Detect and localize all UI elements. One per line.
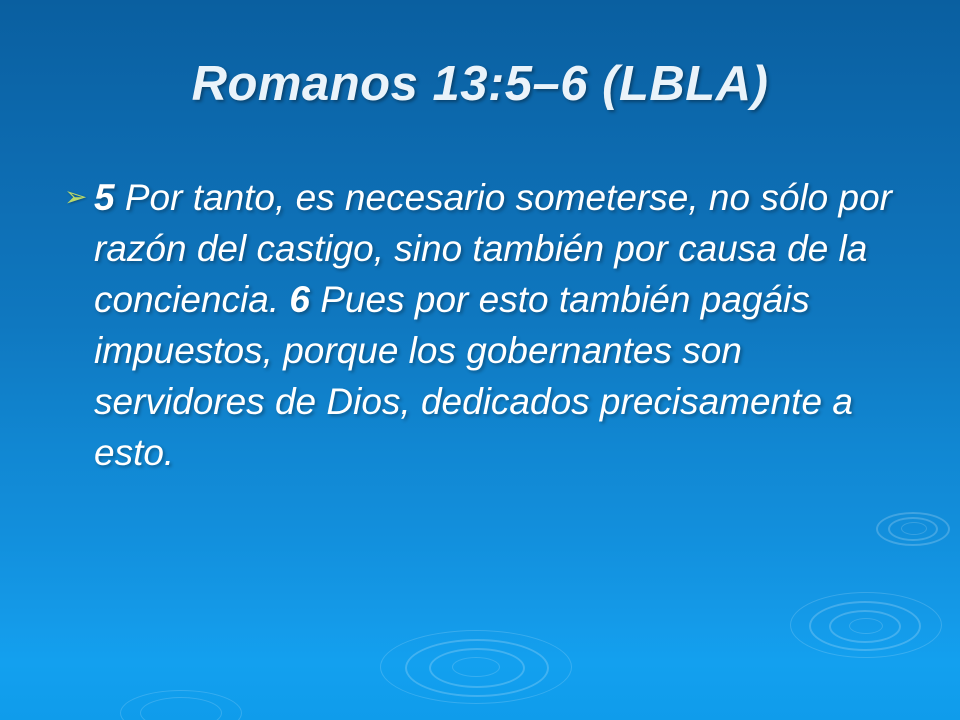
verse-text-6: Pues por esto también pagáis impuestos, porque los gobernantes son servidores de Dios, dedicados precisamente a esto. bbox=[94, 279, 853, 473]
ripple-decoration-icon bbox=[429, 648, 525, 688]
slide-title: Romanos 13:5–6 (LBLA) bbox=[191, 57, 769, 111]
ripple-decoration-icon bbox=[120, 690, 242, 720]
verse-text-5: Por tanto, es necesario someterse, no sólo por razón del castigo, sino también por causa de la conciencia. bbox=[94, 177, 892, 320]
ripple-decoration-icon bbox=[809, 601, 921, 651]
ripple-decoration-icon bbox=[901, 522, 927, 535]
ripple-decoration-icon bbox=[140, 697, 222, 720]
ripple-decoration-icon bbox=[790, 592, 942, 658]
verse-number-5: 5 bbox=[94, 177, 115, 218]
scripture-passage-text bbox=[94, 172, 908, 478]
bullet-arrow-icon: ➢ bbox=[64, 181, 88, 212]
ripple-decoration-icon bbox=[380, 630, 572, 704]
ripple-decoration-icon bbox=[829, 610, 901, 643]
ripple-decoration-icon bbox=[888, 517, 938, 541]
verse-number-6: 6 bbox=[289, 279, 310, 320]
ripple-decoration-icon bbox=[876, 512, 950, 546]
list-item bbox=[52, 172, 908, 478]
ripple-decoration-icon bbox=[405, 639, 549, 697]
slide-body bbox=[52, 172, 908, 478]
ripple-decoration-icon bbox=[849, 618, 883, 634]
ripple-decoration-icon bbox=[452, 657, 500, 677]
